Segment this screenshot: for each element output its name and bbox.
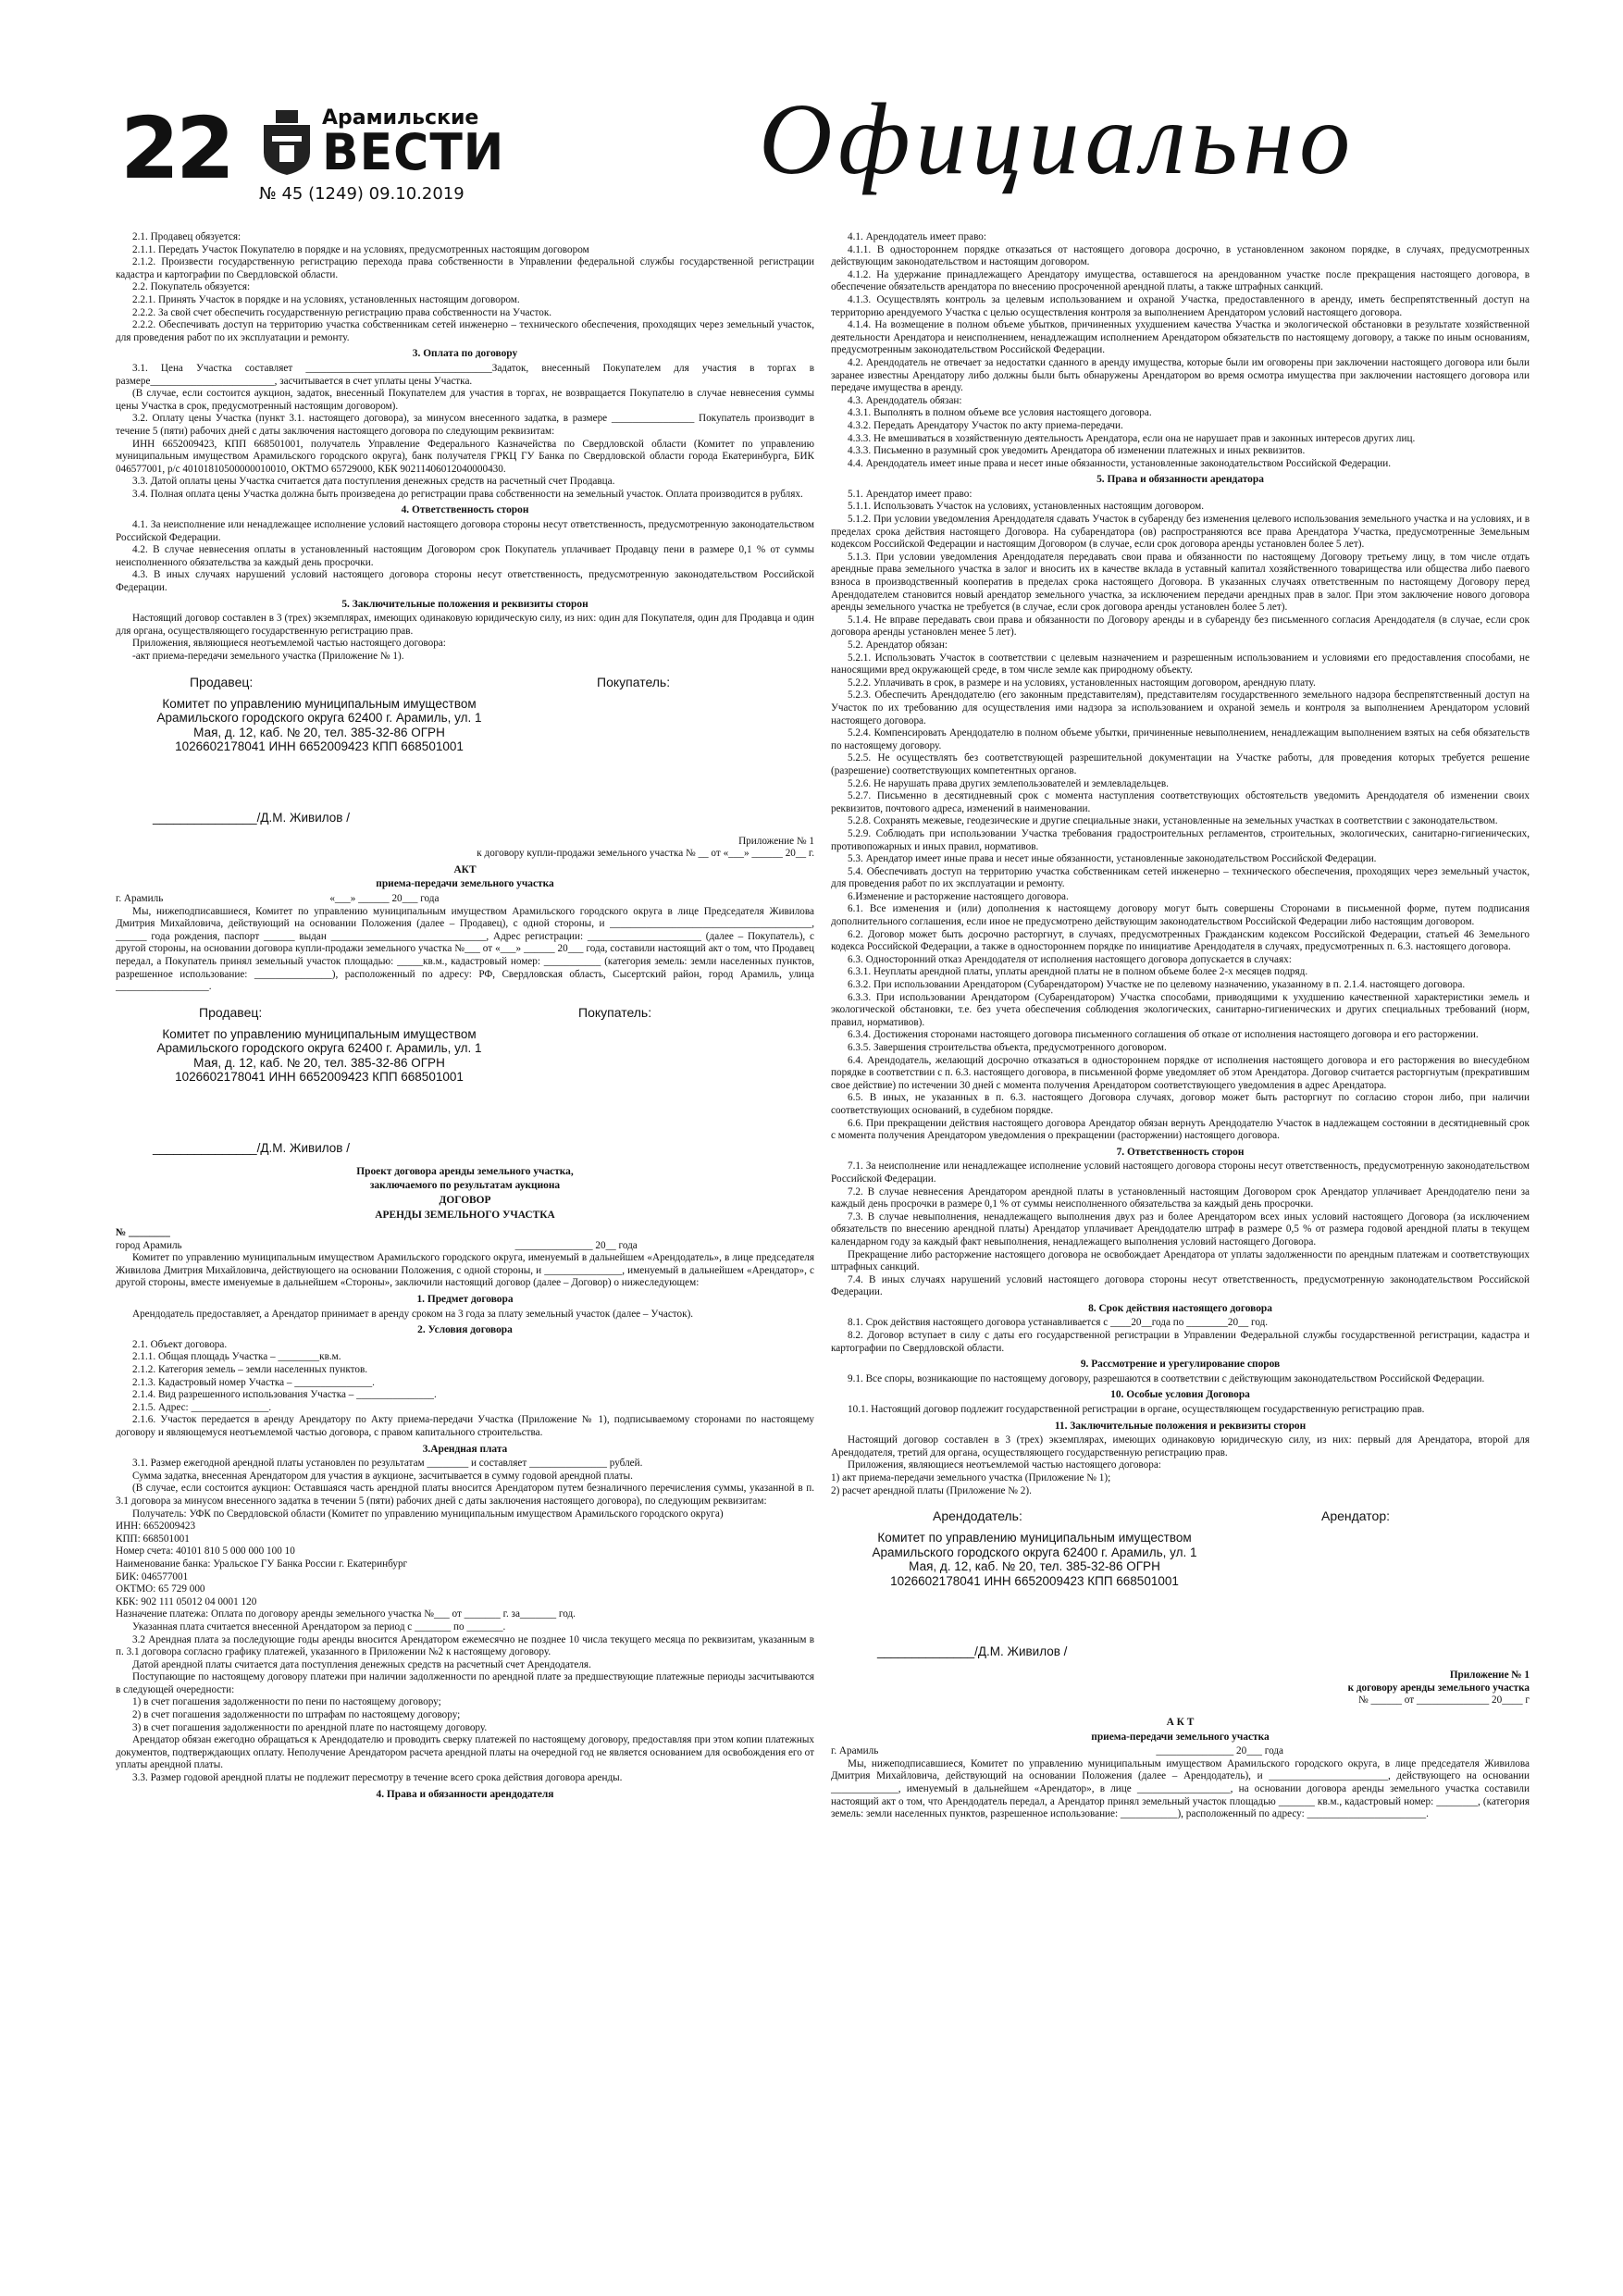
paragraph: 2.2. Покупатель обязуется: [132, 281, 251, 293]
requisite: КБК: 902 111 05012 04 0001 120 [116, 1595, 257, 1607]
paragraph: Указанная плата считается внесенной Арендатором за период с _______ по _______. [132, 1620, 506, 1632]
act-subtitle: приема-передачи земельного участка [1091, 1731, 1270, 1743]
paragraph: 4.1. За неисполнение или ненадлежащее исполнение условий настоящего договора стороны несут ответственность, предусмотренную законодательством Российской Федерации. [116, 519, 814, 543]
paragraph: Настоящий договор составлен в 3 (трех) экземплярах, имеющих одинаковую юридическую силу, из них: первый для Арендатора, второй для Арендодателя, третий для органа, осуществляющего государственную регистрацию прав. [831, 1434, 1530, 1458]
paragraph: 7.2. В случае невнесения Арендатором арендной платы в установленный настоящим Договором срок Арендатор уплачивает Арендодателю пени за каждый день просрочки в размере 0,1 % от суммы неисполненного обязательства за каждый день просрочки. [831, 1185, 1530, 1210]
requisite: Номер счета: 40101 810 5 000 000 100 10 [116, 1545, 295, 1558]
paragraph: 4.1.2. На удержание принадлежащего Арендатору имущества, оставшегося на арендованном участке после прекращения настоящего договора, в обеспечение обязательств арендатора по внесению просроченной арендной платы, а также штрафных санкций. [831, 268, 1530, 293]
paragraph: 3.1. Цена Участка составляет ____________________________________Задаток, внесенный Покупателем для участия в торгах в размере________________________, засчитывается в счет уплаты цены Участка. [116, 362, 814, 387]
brand-small: Арамильские [322, 106, 479, 130]
contract-place: город Арамиль _______________ 20__ года [116, 1239, 638, 1251]
act-title: АКТ [453, 863, 477, 875]
paragraph: 2) в счет погашения задолженности по штрафам по настоящему договору; [132, 1709, 461, 1721]
town-crest-icon [259, 106, 315, 176]
seller-label: Продавец: [190, 674, 254, 689]
paragraph: 6.4. Арендодатель, желающий досрочно отказаться в одностороннем порядке от исполнения настоящего договора и его расторжения во внесудебном порядке в соответствии с п. 6.3. настоящего договора, в письменной форме уведомляет об этом Арендатора. Договор считается расторгнутым (прекратившим свое действие) по истечении 30 дней с момента получения Арендатором соответствующего уведомления в адрес Арендатора. [831, 1054, 1530, 1091]
paragraph: 4.3.3. Не вмешиваться в хозяйственную деятельность Арендатора, если она не нарушает прав и законных интересов других лиц. [848, 432, 1416, 444]
paragraph: 7.4. В иных случаях нарушений условий настоящего договора стороны несут ответственность, предусмотренную законодательством Российской Федерации. [831, 1273, 1530, 1298]
paragraph: 2.2.1. Принять Участок в порядке и на условиях, установленных настоящим договором. [132, 293, 520, 305]
paragraph: 6.3.4. Достижения сторонами настоящего договора письменного соглашения об отказе от исполнения настоящего договора и его расторжении. [848, 1029, 1479, 1041]
paragraph: 1) акт приема-передачи земельного участка (Приложение № 1); [831, 1472, 1111, 1483]
paragraph: 1) в счет погашения задолженности по пени по настоящему договору; [132, 1696, 441, 1708]
paragraph: 5.2.9. Соблюдать при использовании Участка требования градостроительных регламентов, строительных, экологических, санитарно-гигиенических, противопожарных и иных правил, нормативов. [831, 827, 1530, 852]
paragraph: 4.1.3. Осуществлять контроль за целевым использованием и охраной Участка, предоставленного в аренду, иметь беспрепятственный доступ на территорию арендуемого Участка с целью осуществления контроля за выполнением Арендатором условий настоящего договора. [831, 293, 1530, 318]
paragraph: 5.1.1. Использовать Участок на условиях, установленных настоящим договором. [848, 501, 1205, 513]
organization-details: Комитет по управлению муниципальным имуществом Арамильского городского округа 62400 г. Арамиль, ул. 1 Мая, д. 12, каб. № 20, тел. 385-32-86 ОГРН 1026602178041 ИНН 6652009423 КПП 668501001 [872, 1531, 1197, 1588]
paragraph: Приложения, являющиеся неотъемлемой частью настоящего договора: [848, 1459, 1161, 1471]
paragraph: 3.4. Полная оплата цены Участка должна быть произведена до регистрации права собственности на земельный участок. Оплата производится в рублях. [132, 488, 803, 500]
paragraph: Комитет по управлению муниципальным имуществом Арамильского городского округа, именуемый в дальнейшем «Арендодатель», в лице председателя Живилова Дмитрия Михайловича, действующего на основании Положения, с одной стороны, и _______________, именуемый в дальнейшем «Арендатор», с другой стороны, вместе именуемые в дальнейшем «Стороны», заключили настоящий договор (далее – Договор) о нижеследующем: [116, 1252, 814, 1289]
paragraph: 4.3.3. Письменно в разумный срок уведомить Арендатора об изменении платежных и иных реквизитов. [848, 445, 1306, 457]
section-heading: 5. Права и обязанности арендатора [1096, 474, 1264, 486]
paragraph: 7.3. В случае невыполнения, ненадлежащего выполнения двух раз и более Арендатором всех иных условий настоящего Договора (за исключением обязательств по внесению арендной платы) Арендатор уплачивает Арендодателю штраф в размере 0,5 % от размера годовой арендной платы в текущем календарном году за каждый факт невыполнения, ненадлежащего выполнения условий настоящего Договора. [831, 1210, 1530, 1247]
page-number: 22 [120, 99, 232, 198]
paragraph: 5.2. Арендатор обязан: [848, 639, 948, 651]
project-title: Проект договора аренды земельного участка, [356, 1165, 574, 1177]
paragraph: 2.1.1. Общая площадь Участка – ________кв.м. [132, 1351, 341, 1363]
paragraph: Прекращение либо расторжение настоящего договора не освобождает Арендатора от уплаты задолженности по арендным платежам и соответствующих штрафных санкций. [831, 1248, 1530, 1273]
paragraph: 6.3.5. Завершения строительства объекта, предусмотренного договором. [848, 1042, 1167, 1053]
paragraph: 7.1. За неисполнение или ненадлежащее исполнение условий настоящего договора стороны несут ответственность, предусмотренную законодательством Российской Федерации. [831, 1160, 1530, 1185]
paragraph: 3.2. Оплату цены Участка (пункт 3.1. настоящего договора), за минусом внесенного задатка, в размере ________________ Покупатель производит в течение 5 (пяти) рабочих дней с даты заключения настоящего договора по следующим реквизитам: [116, 413, 814, 437]
paragraph: 5.1.2. При условии уведомления Арендодателя сдавать Участок в субаренду без изменения целевого использования земельного участка и на условиях, и в пределах срока действия настоящего Договора. На субарендатора (ов) распространяются все права Арендатора Участка, предусмотренные Земельным кодексом Российской Федерации и настоящим Договором (в случае, если срок договора аренды установлен более 5 лет). [831, 514, 1530, 551]
requisite: БИК: 046577001 [116, 1570, 189, 1582]
section-heading: 3.Арендная плата [422, 1443, 508, 1455]
paragraph: 5.1.3. При условии уведомления Арендодателя передавать свои права и обязанности по настоящему Договору третьему лицу, в том числе отдать арендные права земельного участка в залог и вносить их в качестве вклада в уставный капитал хозяйственного товарищества или общества либо паевого взноса в производственный кооператив в пределах срока настоящего Договора. В указанных случаях ответственным по настоящему Договору перед Арендодателем становится новый арендатор земельного участка, за исключением передачи арендных прав в залог. При этом заключение нового договора аренды земельного участка не требуется (в случае, если срок договора аренды установлен более 5 лет). [831, 551, 1530, 614]
requisite: КПП: 668501001 [116, 1533, 190, 1545]
paragraph: -акт приема-передачи земельного участка (Приложение № 1). [132, 651, 404, 662]
buyer-label: Покупатель: [578, 1004, 652, 1020]
signature-line: ______________/Д.М. Живилов / [877, 1644, 1068, 1659]
paragraph: 5.2.4. Компенсировать Арендодателю в полном объеме убытки, причиненные невыполнением, ненадлежащим выполнением взятых на себя обязательств по настоящему договору. [831, 727, 1530, 751]
paragraph: Арендатор обязан ежегодно обращаться к Арендодателю и проводить сверку платежей по настоящему договору, предоставляя при этом копии платежных документов, подтверждающих оплату. Неполучение Арендатором расчета арендной платы на очередной год не является основанием для освобождения его от уплаты арендной платы. [116, 1734, 814, 1771]
requisite: Наименование банка: Уральское ГУ Банка России г. Екатеринбург [116, 1558, 408, 1570]
paragraph: 6.2. Договор может быть досрочно расторгнут, в случаях, предусмотренных Гражданским кодексом Российской Федерации, статьей 46 Земельного кодекса Российской Федерации, а также в одностороннем порядке по инициативе Арендодателя в случаях, предусмотренных п. 6.3. настоящего договора. [831, 928, 1530, 953]
section-heading: 4. Ответственность сторон [401, 504, 529, 516]
paragraph: 2.1.4. Вид разрешенного использования Участка – _______________. [132, 1389, 437, 1401]
organization-details: Комитет по управлению муниципальным имуществом Арамильского городского округа 62400 г. Арамиль, ул. 1 Мая, д. 12, каб. № 20, тел. 385-32-86 ОГРН 1026602178041 ИНН 6652009423 КПП 668501001 [156, 1026, 482, 1085]
paragraph: 5.2.3. Обеспечить Арендодателю (его законным представителям), представителям государственного земельного надзора беспрепятственный доступ на Участок по их требованию для осуществления ими надзора за использованием и охраной земель и контроля за выполнением Арендатором условий настоящего договора. [831, 689, 1530, 726]
paragraph: 4.3. Арендодатель обязан: [848, 394, 962, 406]
paragraph: 4.4. Арендодатель имеет иные права и несет иные обязанности, установленные законодательством Российской Федерации. [848, 457, 1392, 469]
issue-number: № 45 (1249) 09.10.2019 [259, 184, 465, 204]
left-column [116, 231, 814, 1803]
paragraph: 5.2.7. Письменно в десятидневный срок с момента наступления соответствующих обстоятельств уведомить Арендодателя об изменении своих реквизитов, почтового адреса, изменений в наименовании. [831, 790, 1530, 814]
paragraph: 4.3.1. Выполнять в полном объеме все условия настоящего договора. [848, 407, 1152, 419]
paragraph: 4.1.4. На возмещение в полном объеме убытков, причиненных ухудшением качества Участка и экологической обстановки в результате хозяйственной деятельности Арендатора и неисполнением, ненадлежащим исполнением Арендатором обязательств по настоящему договору, а также по иным основаниям, предусмотренным законодательством Российской Федерации. [831, 319, 1530, 356]
paragraph: 2.1. Продавец обязуется: [132, 231, 242, 242]
paragraph: 5.1. Арендатор имеет право: [848, 488, 973, 500]
act-place: г. Арамиль _______________ 20___ года [831, 1745, 1284, 1757]
seller-label: Продавец: [199, 1004, 263, 1020]
paragraph: 4.3. В иных случаях нарушений условий настоящего договора стороны несут ответственность, предусмотренную законодательством Российской Федерации. [116, 569, 814, 594]
signature-line: _______________/Д.М. Живилов / [153, 1140, 350, 1155]
paragraph: ИНН 6652009423, КПП 668501001, получатель Управление Федерального Казначейства по Свердловской области (Комитет по управлению муниципальным имуществом Арамильского городского округа), банк получателя ГРКЦ ГУ Банка по Свердловской области города Екатеринбурга, БИК 046577001, р/с 40101810500000010010, ОКТМО 65729000, КБК 90211406012040000430. [116, 438, 814, 475]
paragraph: 2.1.2. Произвести государственную регистрацию перехода права собственности в Управлении федеральной службы государственной регистрации кадастра и картографии по Свердловской области. [116, 256, 814, 280]
signature-block [831, 1507, 1530, 1664]
paragraph: 9.1. Все споры, возникающие по настоящему договору, разрешаются в соответствии с действующим законодательством Российской Федерации. [848, 1372, 1485, 1384]
paragraph: 3) в счет погашения задолженности по арендной плате по настоящему договору. [132, 1721, 488, 1733]
appendix-ref: к договору купли-продажи земельного участка № __ от «___» ______ 20__ г. [477, 848, 814, 860]
paragraph: 3.1. Размер ежегодной арендной платы установлен по результатам ________ и составляет _______________ рублей. [132, 1458, 643, 1470]
paragraph: 3.3. Датой оплаты цены Участка считается дата поступления денежных средств на расчетный счет Продавца. [132, 476, 615, 488]
paragraph: Мы, нижеподписавшиеся, Комитет по управлению муниципальным имуществом Арамильского городского округа в лице Председателя Живилова Дмитрия Михайловича, действующий на основании Положения (далее – Продавец), с одной стороны, и _______________________________________, ______ года рождения, паспорт ______ выдан ______________________________, Адрес регистрации: ______________________ (далее – Покупатель), с другой стороны, на основании договора купли-продажи земельного участка №___ от «___» ______ 20___ года, составили настоящий акт о том, что Продавец передал, а Покупатель принял земельный участок площадью: _____кв.м., кадастровый номер: ___________ (категория земель: земли населенных пунктов, разрешенное использование: _______________), расположенный по адресу: РФ, Свердловская область, Сысертский район, город Арамиль, улица __________________. [116, 905, 814, 993]
project-title: АРЕНДЫ ЗЕМЕЛЬНОГО УЧАСТКА [375, 1209, 555, 1221]
section-heading: 11. Заключительные положения и реквизиты сторон [1054, 1420, 1307, 1432]
act-title: А К Т [1166, 1716, 1195, 1728]
contract-number: № ________ [116, 1227, 170, 1239]
paragraph: 6.3.1. Неуплаты арендной платы, уплаты арендной платы не в полном объеме более 2-х месяцев подряд. [848, 966, 1308, 978]
paragraph: 4.3.2. Передать Арендатору Участок по акту приема-передачи. [848, 419, 1123, 431]
paragraph: 6.5. В иных, не указанных в п. 6.3. настоящего Договора случаях, договор может быть расторгнут по согласию сторон либо, при наличии соответствующих оснований, в судебном порядке. [831, 1092, 1530, 1116]
signature-block [116, 673, 814, 830]
signature-line: _______________/Д.М. Живилов / [153, 810, 350, 825]
paragraph: Поступающие по настоящему договору платежи при наличии задолженности по арендной плате за предшествующие платежные периоды засчитываются в следующей очередности: [116, 1671, 814, 1695]
paragraph: 2.1.5. Адрес: _______________. [132, 1401, 272, 1413]
paragraph: 4.1. Арендодатель имеет право: [848, 231, 987, 242]
paragraph: Получатель: УФК по Свердловской области (Комитет по управлению муниципальным имуществом Арамильского городского округа) [132, 1508, 724, 1520]
section-heading: 9. Рассмотрение и урегулирование споров [1080, 1359, 1281, 1371]
section-title: Официально [759, 82, 1357, 195]
paragraph: 4.2. В случае невнесения оплаты в установленный настоящим Договором срок Покупатель уплачивает Продавцу пени в размере 0,1 % от суммы неисполненного обязательства за каждый день просрочки. [116, 544, 814, 568]
paragraph: 6.6. При прекращении действия настоящего договора Арендатор обязан вернуть Арендодателю Участок в надлежащем состоянии в десятидневный срок с момента получения Арендатором уведомления о прекращении (расторжении) настоящего договора. [831, 1117, 1530, 1142]
section-heading: 4. Права и обязанности арендодателя [376, 1788, 554, 1800]
appendix-label: Приложение № 1 [1449, 1669, 1530, 1682]
section-heading: 1. Предмет договора [416, 1294, 514, 1306]
paragraph: 5.2.1. Использовать Участок в соответствии с целевым назначением и разрешенным использованием и условиями его предоставления способами, не наносящими вред окружающей среде, в том числе земле как природному объекту. [831, 652, 1530, 676]
lessee-label: Арендатор: [1321, 1508, 1391, 1524]
paragraph: 6.3.3. При использовании Арендатором (Субарендатором) Участка способами, приводящими к ухудшению качественной характеристики земель и экологической обстановки, т.е. без учета обеспечения соблюдения экологических, санитарно-гигиенических и других специальных требований (норм, правил, нормативов). [831, 991, 1530, 1028]
signature-block [116, 1003, 814, 1160]
paragraph: Датой арендной платы считается дата поступления денежных средств на расчетный счет Арендодателя. [132, 1658, 591, 1670]
project-title: заключаемого по результатам аукциона [369, 1180, 561, 1192]
paragraph: 2.2.2. Обеспечивать доступ на территорию участка собственникам сетей инженерно – технического обеспечения, проходящих через земельный участок, для проведения работ по их эксплуатации и ремонту. [116, 319, 814, 343]
requisite: ОКТМО: 65 729 000 [116, 1583, 205, 1595]
paragraph: 6.3.2. При использовании Арендатором (Субарендатором) Участке не по целевому назначению, указанному в п. 2.1.4. настоящего договора. [848, 979, 1466, 991]
paragraph: Мы, нижеподписавшиеся, Комитет по управлению муниципальным имуществом Арамильского городского округа, в лице председателя Живилова Дмитрия Михайловича, действующий на основании Положения (далее – Арендодатель), и _______________________, действующего на основании _____________, именуемый в дальнейшем «Арендатор», в лице __________________, на основании договора аренды земельного участка составили настоящий акт о том, что Арендодатель передал, а Арендатор принял земельный участок площадью _______ кв.м., кадастровый номер: ________, (категория земель: земли населенных пунктов, разрешенное использование: ___________), расположенный по адресу: _______________________. [831, 1757, 1530, 1820]
paragraph: 6.Изменение и расторжение настоящего договора. [848, 890, 1069, 902]
paragraph: 8.1. Срок действия настоящего договора устанавливается с ____20__года по ________20__ год. [848, 1317, 1269, 1329]
appendix-number: № ______ от ______________ 20____ г [1357, 1694, 1530, 1706]
section-heading: 7. Ответственность сторон [1116, 1146, 1245, 1158]
paragraph: 5.2.5. Не осуществлять без соответствующей разрешительной документации на Участке работы, для проведения которых требуется решение (разрешение) соответствующих компетентных органов. [831, 752, 1530, 776]
paragraph: 5.1.4. Не вправе передавать свои права и обязанности по Договору аренды и в субаренду без письменного согласия Арендодателя (в случае, если срок договора аренды установлен менее 5 лет). [831, 614, 1530, 639]
paragraph: 4.1.1. В одностороннем порядке отказаться от настоящего договора досрочно, в установленном законом порядке, в случаях, предусмотренных действующим законодательством и настоящим договором. [831, 243, 1530, 268]
paragraph: 2.1. Объект договора. [132, 1338, 228, 1350]
paragraph: 2.1.2. Категория земель – земли населенных пунктов. [132, 1364, 368, 1376]
act-subtitle: приема-передачи земельного участка [376, 878, 554, 890]
paragraph: 6.1. Все изменения и (или) дополнения к настоящему договору могут быть совершены Сторонами в письменной форме, путем подписания дополнительного соглашения, если иное не предусмотрено действующим законодательством Российской Федерации либо настоящим договором. [831, 903, 1530, 928]
paragraph: 4.2. Арендодатель не отвечает за недостатки сданного в аренду имущества, которые были им оговорены при заключении настоящего договора или были заранее известны Арендатору либо должны были быть обнаружены Арендатором во время осмотра имущества при заключении настоящего договора или передаче имущества в аренду. [831, 356, 1530, 394]
lessor-label: Арендодатель: [933, 1508, 1022, 1524]
paragraph: 2.2.2. За свой счет обеспечить государственную регистрацию права собственности на Участок. [132, 306, 552, 318]
act-place: г. Арамиль «___» ______ 20___ года [116, 892, 440, 904]
paragraph: 5.2.8. Сохранять межевые, геодезические и другие специальные знаки, установленные на земельных участках в соответствии с законодательством. [848, 815, 1498, 827]
project-title: ДОГОВОР [439, 1194, 491, 1206]
appendix-ref: к договору аренды земельного участка [1347, 1682, 1530, 1694]
section-heading: 3. Оплата по договору [412, 348, 518, 360]
paragraph: 10.1. Настоящий договор подлежит государственной регистрации в органе, осуществляющем государственную регистрацию прав. [848, 1404, 1425, 1416]
paragraph: 5.2.6. Не нарушать права других землепользователей и землевладельцев. [848, 777, 1169, 789]
section-heading: 10. Особые условия Договора [1110, 1389, 1250, 1401]
paragraph: Приложения, являющиеся неотъемлемой частью настоящего договора: [132, 638, 446, 650]
paragraph: (В случае, если состоится аукцион, задаток, внесенный Покупателем для участия в торгах, не возвращается Покупателю в случае невнесения суммы цены Участка в срок, предусмотренный настоящим договором). [116, 388, 814, 412]
paragraph: Настоящий договор составлен в 3 (трех) экземплярах, имеющих одинаковую юридическую силу, из них: один для Покупателя, один для Продавца и один для органа, осуществляющего государственную регистрацию прав. [116, 613, 814, 637]
paragraph: 5.2.2. Уплачивать в срок, в размере и на условиях, установленных настоящим договором, арендную плату. [848, 676, 1316, 689]
section-heading: 5. Заключительные положения и реквизиты сторон [341, 598, 588, 610]
paragraph: 5.4. Обеспечивать доступ на территорию участка собственникам сетей инженерно – технического обеспечения, проходящих через земельный участок, для проведения работ по их эксплуатации и ремонту. [831, 865, 1530, 890]
paragraph: 5.3. Арендатор имеет иные права и несет иные обязанности, установленные законодательством Российской Федерации. [848, 853, 1377, 865]
paragraph: 2.1.1. Передать Участок Покупателю в порядке и на условиях, предусмотренных настоящим договором [132, 243, 589, 255]
section-heading: 8. Срок действия настоящего договора [1088, 1302, 1272, 1314]
paragraph: 8.2. Договор вступает в силу с даты его государственной регистрации в Управлении Федеральной службы государственной регистрации, кадастра и картографии по Свердловской области. [831, 1330, 1530, 1354]
buyer-label: Покупатель: [597, 674, 671, 689]
masthead [120, 82, 1508, 208]
organization-details: Комитет по управлению муниципальным имуществом Арамильского городского округа 62400 г. Арамиль, ул. 1 Мая, д. 12, каб. № 20, тел. 385-32-86 ОГРН 1026602178041 ИНН 6652009423 КПП 668501001 [156, 696, 482, 754]
paragraph: 3.2 Арендная плата за последующие годы аренды вносится Арендатором ежемесячно не позднее 10 числа текущего месяца по реквизитам, указанным в п. 3.1 договора согласно графику платежей, указанного в Приложении №2 к настоящему договору. [116, 1633, 814, 1658]
paragraph: 2) расчет арендной платы (Приложение № 2). [831, 1484, 1032, 1496]
paragraph: 2.1.6. Участок передается в аренду Арендатору по Акту приема-передачи Участка (Приложение № 1), подписываемому сторонами по настоящему договору и являющемуся неотъемлемой частью договора, с правом капитального строительства. [116, 1414, 814, 1438]
paragraph: (В случае, если состоится аукцион: Оставшаяся часть арендной платы вносится Арендатором путем безналичного перечисления суммы, указанной в п. 3.1 договора за минусом внесенного задатка в течении 5 (пяти) рабочих дней с даты заключения настоящего договора), по следующим реквизитам: [116, 1483, 814, 1507]
paragraph: 3.3. Размер годовой арендной платы не подлежит пересмотру в течение всего срока действия договора аренды. [132, 1772, 623, 1784]
appendix-label: Приложение № 1 [738, 835, 814, 847]
brand-big: ВЕСТИ [322, 123, 505, 182]
requisite: ИНН: 6652009423 [116, 1520, 196, 1533]
paragraph: Арендодатель предоставляет, а Арендатор принимает в аренду сроком на 3 года за плату земельный участок (далее – Участок). [132, 1308, 694, 1320]
paragraph: 6.3. Односторонний отказ Арендодателя от исполнения настоящего договора допускается в случаях: [848, 953, 1292, 965]
paragraph: Назначение платежа: Оплата по договору аренды земельного участка №___ от _______ г. за_______ год. [116, 1608, 576, 1620]
section-heading: 2. Условия договора [417, 1324, 513, 1336]
paragraph: 2.1.3. Кадастровый номер Участка – _______________. [132, 1376, 375, 1388]
paragraph: Сумма задатка, внесенная Арендатором для участия в аукционе, засчитывается в сумму годовой арендной платы. [132, 1470, 633, 1482]
right-column [831, 231, 1530, 1821]
